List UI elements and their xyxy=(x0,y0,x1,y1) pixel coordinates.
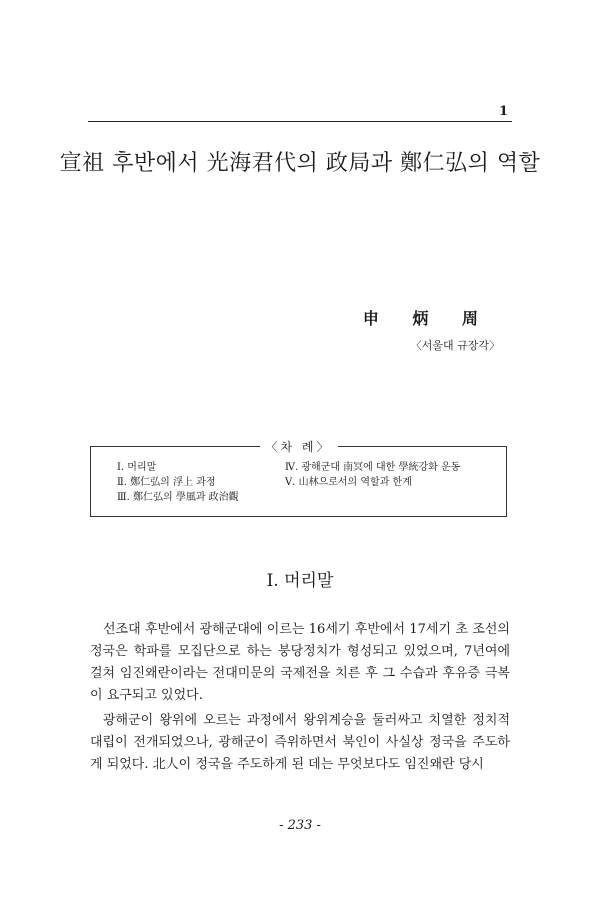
author-affiliation: 〈서울대 규장각〉 xyxy=(410,339,500,352)
paragraph: 선조대 후반에서 광해군대에 이르는 16세기 후반에서 17세기 초 조선의 정국은 학파를 모집단으로 하는 붕당정치가 형성되고 있었으며, 7년여에 걸쳐 임진왜란이라는 전대미문의 국제전을 치른 후 그 수습과 후유증 극복이 요구되고 있었다. xyxy=(90,622,510,703)
author-name: 申 炳 周 xyxy=(362,309,492,328)
toc-item: Ⅰ. 머리말 xyxy=(117,462,157,473)
toc-heading xyxy=(91,438,506,455)
paper-title: 宣祖 후반에서 光海君代의 政局과 鄭仁弘의 역할 xyxy=(59,151,541,176)
table-of-contents xyxy=(90,440,507,517)
toc-left-column xyxy=(117,460,239,505)
page-number: - 233 - xyxy=(279,818,321,833)
toc-heading-label: 〈차 례〉 xyxy=(260,440,338,454)
toc-item: Ⅱ. 鄭仁弘의 浮上 과정 xyxy=(117,477,216,488)
toc-item: Ⅴ. 山林으로서의 역할과 한계 xyxy=(285,477,412,488)
toc-right-column xyxy=(285,460,460,490)
toc-item: Ⅲ. 鄭仁弘의 學風과 政治觀 xyxy=(117,492,239,503)
body-text xyxy=(90,619,510,779)
header-rule xyxy=(88,121,512,122)
running-page-number: 1 xyxy=(498,104,508,119)
paragraph: 광해군이 왕위에 오르는 과정에서 왕위계승을 둘러싸고 치열한 정치적 대립이 전개되었으나, 광해군이 즉위하면서 북인이 사실상 정국을 주도하게 되었다. 北人이 정국을 주도하게 된 데는 무엇보다도 임진왜란 당시 xyxy=(90,713,510,772)
section-heading: Ⅰ. 머리말 xyxy=(266,571,334,591)
toc-item: Ⅳ. 광해군대 南冥에 대한 學統강화 운동 xyxy=(285,462,461,473)
